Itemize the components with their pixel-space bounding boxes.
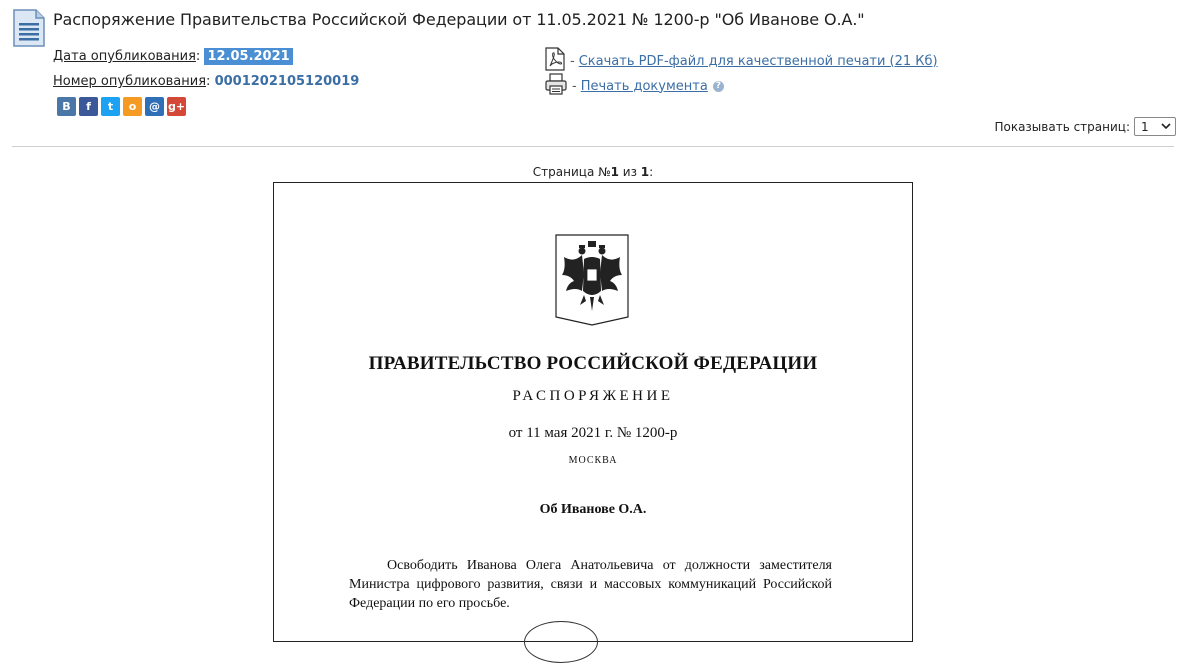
- facebook-icon[interactable]: f: [79, 97, 98, 116]
- publication-date-value: 12.05.2021: [204, 48, 292, 65]
- pdf-icon[interactable]: [544, 47, 566, 75]
- pages-per-view-control: [994, 117, 1176, 136]
- print-document-link[interactable]: Печать документа: [580, 78, 708, 94]
- document-government: ПРАВИТЕЛЬСТВО РОССИЙСКОЙ ФЕДЕРАЦИИ: [368, 353, 818, 374]
- coat-of-arms-icon: [554, 233, 630, 327]
- social-share-bar: [57, 97, 186, 116]
- twitter-icon[interactable]: t: [101, 97, 120, 116]
- document-city: МОСКВА: [568, 455, 618, 466]
- help-icon[interactable]: ?: [713, 81, 724, 92]
- pages-per-view-select[interactable]: 1: [1134, 117, 1176, 136]
- google-plus-icon[interactable]: g+: [167, 97, 186, 116]
- document-subject: Об Иванове О.А.: [539, 502, 647, 517]
- document-body: Освободить Иванова Олега Анатольевича от должности заместителя Министра цифрового развития, связи и массовых коммуникаций Российской Федерации по его просьбе.: [349, 558, 832, 611]
- download-pdf-link[interactable]: Скачать PDF-файл для качественной печати (21 Кб): [578, 53, 938, 69]
- header-divider: [12, 146, 1174, 147]
- page-title: Распоряжение Правительства Российской Федерации от 11.05.2021 № 1200-р "Об Иванове О.А.": [53, 10, 865, 29]
- pages-per-view-label: Показывать страниц:: [994, 119, 1130, 134]
- vkontakte-icon[interactable]: В: [57, 97, 76, 116]
- page-counter: Страница №1 из 1:: [532, 165, 654, 179]
- publication-date-label[interactable]: Дата опубликования: [53, 49, 196, 64]
- print-row: - Печать документа ?: [544, 72, 724, 100]
- mailru-icon[interactable]: @: [145, 97, 164, 116]
- chevron-down-icon: [1161, 123, 1171, 130]
- seal-stamp: [524, 621, 598, 663]
- publication-number-value: 0001202105120019: [214, 74, 360, 89]
- publication-date: Дата опубликования: 12.05.2021: [53, 49, 293, 64]
- document-date-number: от 11 мая 2021 г. № 1200-р: [508, 425, 678, 441]
- odnoklassniki-icon[interactable]: o: [123, 97, 142, 116]
- download-pdf-row: - Скачать PDF-файл для качественной печати (21 Кб): [544, 47, 938, 75]
- document-icon: [12, 9, 46, 47]
- printer-icon[interactable]: [544, 72, 568, 100]
- document-page: [273, 182, 913, 642]
- publication-number: Номер опубликования: 0001202105120019: [53, 74, 360, 89]
- publication-number-label[interactable]: Номер опубликования: [53, 74, 207, 89]
- document-type: РАСПОРЯЖЕНИЕ: [512, 388, 674, 404]
